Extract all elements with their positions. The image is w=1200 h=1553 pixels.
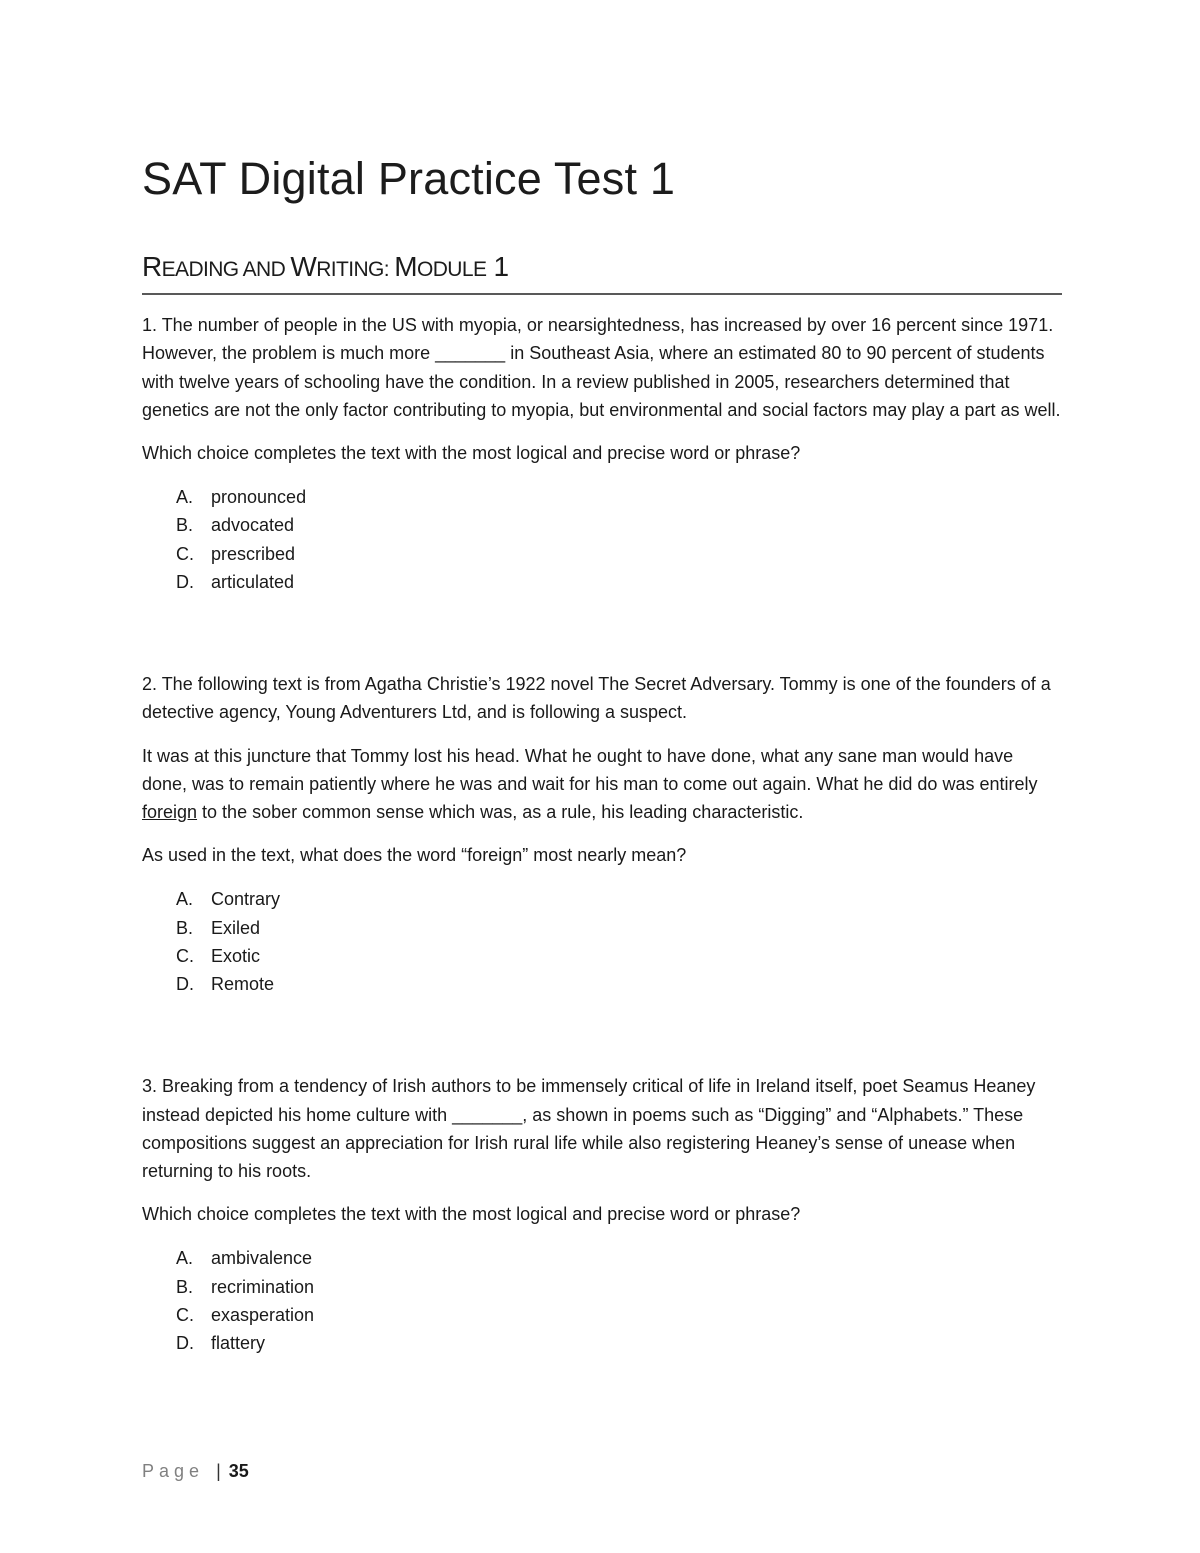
choice-text: Exiled — [211, 917, 261, 938]
answer-choice-b — [142, 511, 1062, 539]
passage-text: to the sober common sense which was, as a rule, his leading characteristic. — [197, 802, 804, 823]
answer-choices — [142, 885, 1062, 998]
page-footer — [142, 1457, 249, 1485]
section-heading-cap: R — [142, 251, 162, 282]
choice-text: recrimination — [211, 1276, 315, 1297]
section-heading — [142, 250, 1062, 295]
choice-text: prescribed — [211, 543, 296, 564]
question-1 — [142, 311, 1062, 596]
section-heading-smallcaps: RITING — [316, 258, 384, 281]
section-heading-smallcaps: ODULE — [417, 258, 487, 281]
section-heading-number: 1 — [486, 251, 509, 282]
footer-separator: | — [216, 1461, 221, 1481]
question-3 — [142, 1072, 1062, 1357]
choice-letter: D. — [176, 1333, 194, 1354]
choice-text: exasperation — [211, 1304, 315, 1325]
section-heading-cap: M — [394, 251, 417, 282]
page-content — [142, 152, 1062, 1357]
choice-text: Contrary — [211, 889, 281, 910]
question-text: 3. Breaking from a tendency of Irish authors to be immensely critical of life in Ireland itself, poet Seamus Heaney instead depicted his home culture with _______, as shown in poems such as “Digging” and “Alphabets.” These compositions suggest an appreciation for Irish rural life while also registering Heaney’s sense of unease when returning to his roots. — [142, 1076, 1036, 1182]
answer-choices — [142, 1244, 1062, 1357]
choice-letter: A. — [176, 1248, 194, 1269]
choice-text: Exotic — [211, 945, 261, 966]
page-number: 35 — [228, 1461, 249, 1481]
choice-text: pronounced — [211, 487, 307, 508]
question-text: 2. The following text is from Agatha Christie’s 1922 novel The Secret Adversary. Tommy is one of the founders of a detective agency, Young Adventurers Ltd, and is following a suspect. — [142, 674, 1051, 723]
answer-choice-c — [142, 1301, 1062, 1329]
choice-text: articulated — [211, 571, 295, 592]
question-prompt: As used in the text, what does the word “foreign” most nearly mean? — [142, 845, 687, 866]
answer-choice-b — [142, 914, 1062, 942]
choice-letter: B. — [176, 515, 194, 536]
choice-letter: B. — [176, 917, 194, 938]
question-prompt: Which choice completes the text with the most logical and precise word or phrase? — [142, 443, 801, 464]
answer-choice-a — [142, 885, 1062, 913]
underlined-word: foreign — [142, 802, 198, 823]
choice-letter: D. — [176, 974, 194, 995]
question-2 — [142, 670, 1062, 998]
answer-choice-d — [142, 970, 1062, 998]
question-text: 1. The number of people in the US with myopia, or nearsightedness, has increased by over 16 percent since 1971. However, the problem is much more _______ in Southeast Asia, where an estimated 80 to 90 percent of students with twelve years of schooling have the condition. In a review published in 2005, researchers determined that genetics are not the only factor contributing to myopia, but environmental and social factors may play a part as well. — [142, 315, 1061, 420]
answer-choices — [142, 483, 1062, 596]
answer-choice-d — [142, 1329, 1062, 1357]
choice-letter: A. — [176, 889, 194, 910]
answer-choice-a — [142, 1244, 1062, 1272]
answer-choice-c — [142, 942, 1062, 970]
answer-choice-c — [142, 540, 1062, 568]
answer-choice-a — [142, 483, 1062, 511]
choice-letter: C. — [176, 945, 194, 966]
page-label: Page — [142, 1461, 205, 1481]
choice-letter: D. — [176, 571, 194, 592]
choice-text: ambivalence — [211, 1248, 313, 1269]
choice-text: Remote — [211, 974, 275, 995]
document-title: SAT Digital Practice Test 1 — [142, 153, 676, 204]
answer-choice-b — [142, 1273, 1062, 1301]
choice-letter: A. — [176, 487, 194, 508]
section-heading-smallcaps: EADING AND — [161, 258, 291, 281]
question-prompt: Which choice completes the text with the most logical and precise word or phrase? — [142, 1204, 801, 1225]
answer-choice-d — [142, 568, 1062, 596]
question-passage — [142, 742, 1062, 827]
section-heading-colon: : — [383, 258, 395, 281]
passage-text: It was at this juncture that Tommy lost his head. What he ought to have done, what any sane man would have done, was to remain patiently where he was and wait for his man to come out again. What he did do was entirely — [142, 745, 1038, 794]
choice-text: advocated — [211, 515, 295, 536]
choice-letter: C. — [176, 543, 194, 564]
choice-text: flattery — [211, 1333, 266, 1354]
section-heading-cap: W — [290, 251, 317, 282]
choice-letter: C. — [176, 1304, 194, 1325]
choice-letter: B. — [176, 1276, 194, 1297]
